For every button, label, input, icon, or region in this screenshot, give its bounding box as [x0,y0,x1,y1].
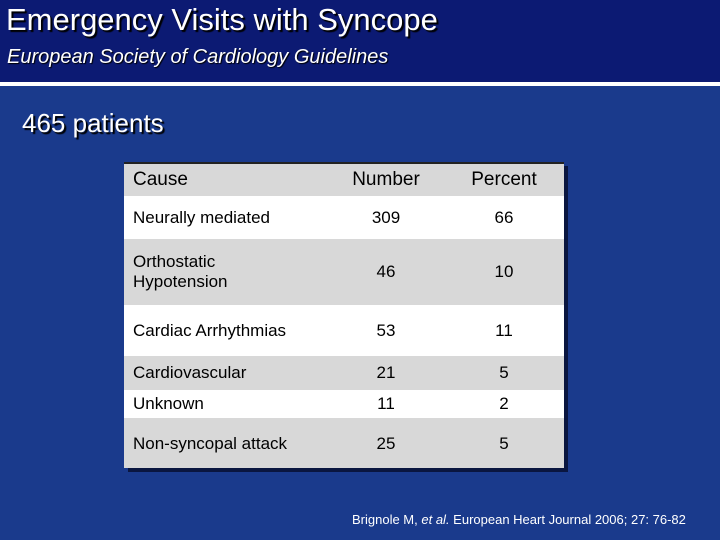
cell-cause: Neurally mediated [133,207,271,227]
citation-journal: European Heart Journal 2006; 27: 76-82 [449,512,686,527]
citation-authors: Brignole M, [352,512,422,527]
cell-percent: 66 [494,207,514,227]
table-row [124,239,564,305]
cell-number: 25 [376,434,396,453]
cell-number: 309 [371,207,401,227]
cell-number: 46 [376,262,396,281]
cell-percent: 10 [494,262,514,281]
cell-cause: Unknown [133,394,204,413]
header-number: Number [352,169,420,190]
table-row [124,196,564,239]
cell-cause: Cardiovascular [133,363,247,382]
cell-number: 11 [377,394,395,413]
cell-percent: 5 [499,434,509,453]
cell-cause: Cardiac Arrhythmias [133,320,287,340]
patients-count-label: 465 patients [22,108,164,138]
title-band [0,0,720,82]
cell-cause: Non-syncopal attack [133,434,288,453]
cell-number: 21 [376,363,396,382]
table-body [124,162,564,468]
cell-number: 53 [376,320,396,340]
cell-percent: 5 [499,363,509,382]
causes-table [124,162,564,468]
citation-etal: et al. [421,512,450,527]
cell-percent: 2 [499,394,509,413]
header-cause: Cause [133,169,188,190]
slide-title: Emergency Visits with Syncope [6,2,438,37]
table-row [124,390,564,418]
cell-percent: 11 [495,320,513,340]
header-percent: Percent [471,169,537,190]
citation [352,512,686,527]
slide-subtitle: European Society of Cardiology Guidelines [7,46,389,68]
table-row [124,418,564,468]
table-row [124,356,564,390]
table-row [124,305,564,356]
header-divider [0,82,720,86]
cell-cause: Orthostatic Hypotension [133,252,228,291]
table-header-row [124,164,564,196]
